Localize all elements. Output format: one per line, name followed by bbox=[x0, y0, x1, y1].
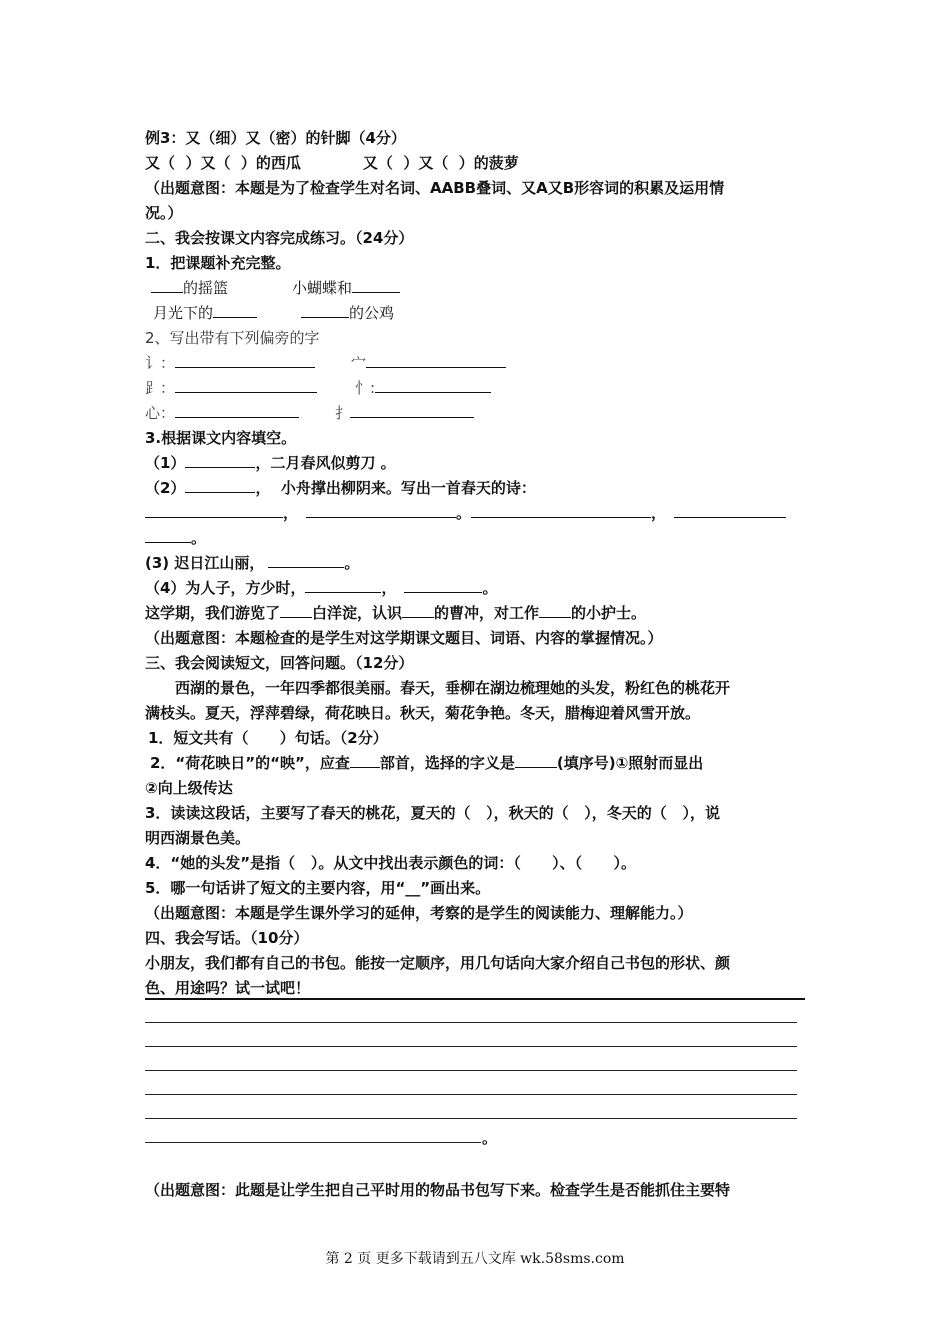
example-row bbox=[145, 153, 519, 173]
question-3-3: 3．读读这段话，主要写了春天的桃花，夏天的（ ），秋天的（ ），冬天的（ ），说 bbox=[145, 804, 720, 822]
question-2-2: 2、写出带有下列偏旁的字 bbox=[145, 329, 320, 347]
section-heading-3: 三、我会阅读短文，回答问题。（12分） bbox=[145, 654, 414, 672]
title-blank-d: 的公鸡 bbox=[349, 304, 395, 322]
writing-prompt: 小朋友，我们都有自己的书包。能按一定顺序，用几句话向大家介绍自己书包的形状、颜 bbox=[145, 954, 731, 972]
fill-5: 这学期，我们游览了 白洋淀，认识 的曹冲，对工作 的小护士。 bbox=[145, 604, 647, 622]
radical: 扌 bbox=[335, 404, 351, 422]
example-3: 例3：又（细）又（密）的针脚（4分） bbox=[145, 129, 406, 147]
title-blank-b: 小蝴蝶和 bbox=[292, 279, 353, 297]
radical-row-1 bbox=[145, 353, 506, 373]
section-heading-2: 二、我会按课文内容完成练习。（24分） bbox=[145, 229, 414, 247]
intent-line: （出题意图：本题检查的是学生对这学期课文题目、词语、内容的掌握情况。） bbox=[145, 629, 663, 647]
title-blank-c: 月光下的 bbox=[153, 304, 214, 322]
intent-line: 况。） bbox=[145, 204, 183, 222]
section-heading-4: 四、我会写话。（10分） bbox=[145, 929, 309, 947]
poem-blank-end: 。 bbox=[145, 528, 206, 548]
radical: ⻊： bbox=[145, 379, 176, 397]
question-3-5: 5．哪一句话讲了短文的主要内容，用“__”画出来。 bbox=[145, 879, 491, 897]
question-3-4: 4．“她的头发”是指（ ）。从文中找出表示颜色的词：（ ）、（ ）。 bbox=[145, 854, 636, 872]
question-3-2-option: ②向上级传达 bbox=[145, 779, 233, 797]
radical-row-2 bbox=[145, 378, 491, 398]
radical: 宀 bbox=[351, 354, 367, 372]
fill-3: (3) 迟日江山丽， 。 bbox=[145, 554, 360, 572]
writing-line bbox=[145, 1142, 481, 1143]
question-2-1: 1．把课题补充完整。 bbox=[145, 254, 291, 272]
radical: 讠： bbox=[145, 354, 176, 372]
radical: 心： bbox=[145, 404, 176, 422]
writing-line bbox=[145, 1046, 797, 1047]
question-3-2: 2．“荷花映日”的“映”，应查 部首，选择的字义是 (填序号)①照射而显出 bbox=[150, 754, 704, 772]
page-footer: 第 2 页 更多下载请到五八文库 wk.58sms.com bbox=[325, 1251, 625, 1267]
intent-line: （出题意图：本题是学生课外学习的延伸，考察的是学生的阅读能力、理解能力。） bbox=[145, 904, 693, 922]
question-3-3-cont: 明西湖景色美。 bbox=[145, 829, 251, 847]
writing-line bbox=[145, 1118, 797, 1119]
passage-line: 满枝头。夏天，浮萍碧绿，荷花映日。秋天，菊花争艳。冬天，腊梅迎着风雪开放。 bbox=[145, 704, 701, 722]
question-2-3: 3.根据课文内容填空。 bbox=[145, 429, 297, 447]
fill-4: （4）为人子，方少时， ， 。 bbox=[145, 579, 498, 597]
writing-end-mark: 。 bbox=[482, 1129, 498, 1147]
writing-line bbox=[145, 998, 805, 1000]
radical: 忄: bbox=[355, 379, 376, 397]
intent-line: （出题意图：本题是为了检查学生对名词、AABB叠词、又A又B形容词的积累及运用情 bbox=[145, 179, 725, 197]
fill-1: （1） ，二月春风似剪刀 。 bbox=[145, 454, 396, 472]
writing-line bbox=[145, 1070, 797, 1071]
title-blank-a: 的摇篮 bbox=[183, 279, 229, 297]
question-3-1: 1．短文共有（ ）句话。（2分） bbox=[148, 729, 388, 747]
writing-line bbox=[145, 1022, 797, 1023]
poem-blanks-row: ， 。 ， bbox=[145, 503, 786, 523]
fill-2: （2） ， 小舟撑出柳阴来。写出一首春天的诗： bbox=[145, 479, 536, 497]
writing-line bbox=[145, 1094, 797, 1095]
example-b: 又（ ）又（ ）的菠萝 bbox=[362, 154, 519, 172]
example-a: 又（ ）又（ ）的西瓜 bbox=[145, 154, 301, 172]
writing-prompt: 色、用途吗？试一试吧！ bbox=[145, 979, 311, 997]
intent-line: （出题意图：此题是让学生把自己平时用的物品书包写下来。检查学生是否能抓住主要特 bbox=[145, 1181, 731, 1199]
title-blanks-row-2 bbox=[145, 303, 394, 323]
radical-row-3 bbox=[145, 403, 474, 423]
title-blanks-row-1 bbox=[145, 278, 400, 298]
passage-line: 西湖的景色，一年四季都很美丽。春天，垂柳在湖边梳理她的头发，粉红色的桃花开 bbox=[175, 679, 731, 697]
